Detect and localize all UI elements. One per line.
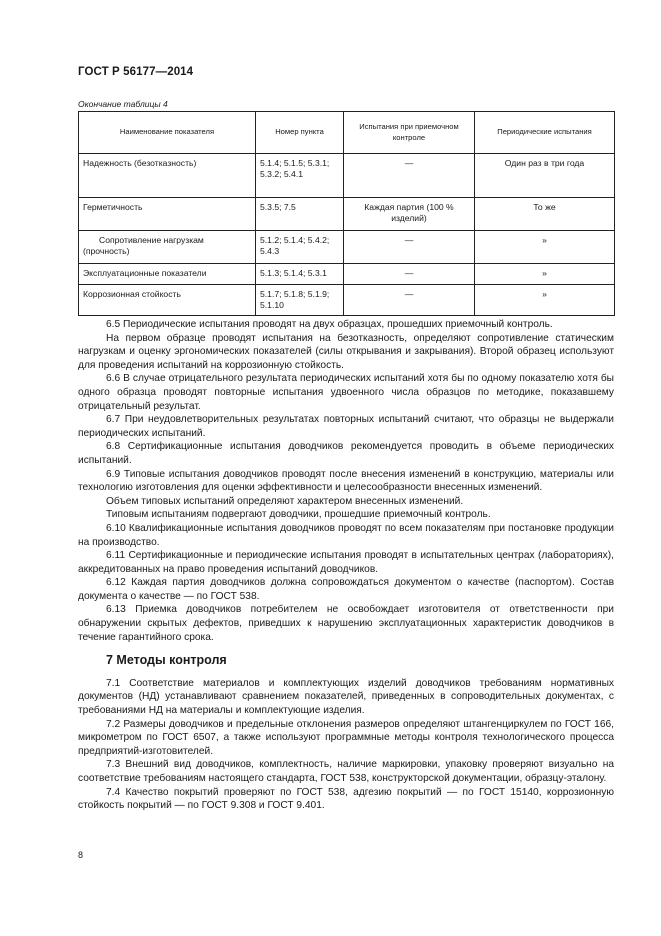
- paragraph-6-7: 6.7 При неудовлетворительных результатах повторных испытаний считают, что образцы не выдержали периодических испытаний.: [78, 414, 614, 439]
- column-header-acceptance: Испытания при приемочном контроле: [344, 112, 475, 154]
- paragraph-6-9: 6.9 Типовые испытания доводчиков проводят после внесения изменений в конструкцию, материалы или технологию изготовления для оценки эффективности и целесообразности внесенных изменений.: [78, 468, 614, 494]
- tests-table: [78, 111, 615, 316]
- paragraph: На первом образце проводят испытания на безотказность, определяют сопротивление статическим нагрузкам и оценку эргономических показателей (силы открывания и закрывания). Второй образец используют для проведения испытаний на коррозионную стойкость.: [78, 332, 614, 371]
- cell-clause: 5.1.4; 5.1.5; 5.3.1; 5.3.2; 5.4.1: [256, 154, 344, 198]
- paragraph-7-4: 7.4 Качество покрытий проверяют по ГОСТ 538, адгезию покрытий — по ГОСТ 15140, коррозионную стойкость покрытий — по ГОСТ 9.308 и ГОСТ 9.401.: [78, 786, 614, 812]
- cell-name: Сопротивление нагрузкам (прочность): [79, 231, 256, 264]
- cell-acceptance: —: [344, 231, 475, 264]
- section-title: 7 Методы контроля: [106, 653, 227, 668]
- cell-acceptance: —: [344, 285, 475, 316]
- cell-clause: 5.3.5; 7.5: [256, 198, 344, 231]
- cell-name: Герметичность: [79, 198, 256, 231]
- cell-clause: 5.1.3; 5.1.4; 5.3.1: [256, 264, 344, 285]
- paragraph-7-1: 7.1 Соответствие материалов и комплектующих изделий доводчиков требованиям нормативных документов (НД) устанавливают сравнением показателей, приведенных в сопроводительных документах, с требованиями НД на материалы и комплектующие изделия.: [78, 677, 614, 717]
- paragraph-6-8: 6.8 Сертификационные испытания доводчиков рекомендуется проводить в объеме периодических испытаний.: [78, 441, 614, 466]
- cell-name: Эксплуатационные показатели: [79, 264, 256, 285]
- paragraph-7-2: 7.2 Размеры доводчиков и предельные отклонения размеров определяют штангенциркулем по ГОСТ 166, микрометром по ГОСТ 6507, а также используют программные методы контроля технологического процесса предприятий-изготовителей.: [78, 718, 614, 757]
- paragraph-6-5: 6.5 Периодические испытания проводят на двух образцах, прошедших приемочный контроль.: [106, 319, 553, 330]
- document-header: ГОСТ Р 56177—2014: [78, 66, 194, 78]
- table-row: [79, 198, 615, 231]
- table-row: [79, 285, 615, 316]
- paragraph-6-11: 6.11 Сертификационные и периодические испытания проводят в испытательных центрах (лабораториях), аккредитованных на право проведения испытаний доводчиков.: [78, 550, 614, 575]
- paragraph-6-13: 6.13 Приемка доводчиков потребителем не освобождает изготовителя от ответственности при обнаружении скрытых дефектов, приведших к нарушению эксплуатационных характеристик доводчиков в течение гарантийного срока.: [78, 604, 614, 643]
- paragraph: Типовым испытаниям подвергают доводчики, прошедшие приемочный контроль.: [106, 509, 491, 521]
- paragraph-6-12: 6.12 Каждая партия доводчиков должна сопровождаться документом о качестве (паспортом). Состав документа о качестве — по ГОСТ 538.: [78, 577, 614, 602]
- column-header-periodic: Периодические испытания: [475, 112, 615, 154]
- cell-periodic: Один раз в три года: [475, 154, 615, 198]
- table-caption: Окончание таблицы 4: [78, 99, 168, 109]
- table-row: [79, 264, 615, 285]
- cell-acceptance: —: [344, 154, 475, 198]
- cell-name: Коррозионная стойкость: [79, 285, 256, 316]
- paragraph-6-6: 6.6 В случае отрицательного результата периодических испытаний хотя бы по одному показателю хотя бы одного образца проводят повторные испытания удвоенного числа образцов по методике, показавшему отрицательный результат.: [78, 373, 614, 412]
- cell-acceptance: —: [344, 264, 475, 285]
- column-header-clause: Номер пункта: [256, 112, 344, 154]
- table-row: [79, 231, 615, 264]
- cell-clause: 5.1.7; 5.1.8; 5.1.9; 5.1.10: [256, 285, 344, 316]
- table-row: [79, 154, 615, 198]
- column-header-name: Наименование показателя: [79, 112, 256, 154]
- paragraph-7-3: 7.3 Внешний вид доводчиков, комплектность, наличие маркировки, упаковку проверяют визуально на соответствие требованиям настоящего стандарта, ГОСТ 538, конструкторской документации, образцу-эталону.: [78, 759, 614, 784]
- cell-periodic: »: [475, 264, 615, 285]
- cell-clause: 5.1.2; 5.1.4; 5.4.2; 5.4.3: [256, 231, 344, 264]
- paragraph: Объем типовых испытаний определяют характером внесенных изменений.: [106, 495, 464, 507]
- cell-name: Надежность (безотказность): [79, 154, 256, 198]
- paragraph-6-10: 6.10 Квалификационные испытания доводчиков проводят по всем показателям при постановке продукции на производство.: [78, 522, 614, 548]
- cell-periodic: »: [475, 231, 615, 264]
- document-body: [78, 318, 614, 813]
- page-number: 8: [78, 850, 84, 860]
- cell-periodic: То же: [475, 198, 615, 231]
- cell-acceptance: Каждая партия (100 % изделий): [344, 198, 475, 231]
- cell-periodic: »: [475, 285, 615, 316]
- table-header-row: [79, 112, 615, 154]
